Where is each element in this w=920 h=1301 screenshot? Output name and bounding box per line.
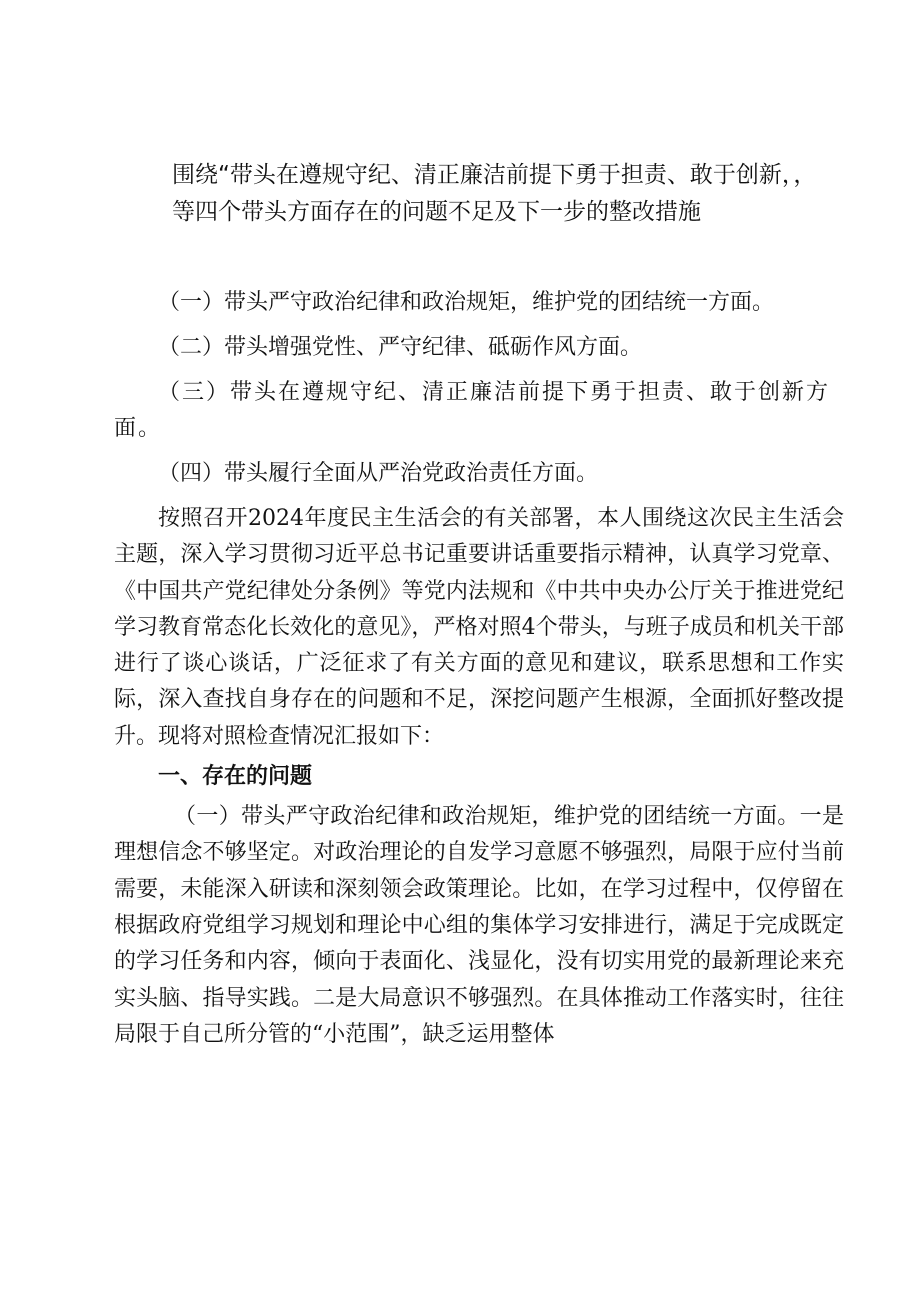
title-line-1: 围绕“带头在遵规守纪、清正廉洁前提下勇于担责、敢于创新，， [172, 162, 817, 188]
aspect-item-2: （二）带头增强党性、严守纪律、砥砺作风方面。 [158, 335, 643, 360]
aspect-item-4: （四）带头履行全面从严治党政治责任方面。 [158, 461, 599, 486]
issues-paragraph: （一）带头严守政治纪律和政治规矩，维护党的团结统一方面。一是理想信念不够坚定。对政治理论的自发学习意愿不够强烈，局限于应付当前需要，未能深入研读和深刻领会政策理论。比如，在学习过程中，仅停留在根据政府党组学习规划和理论中心组的集体学习安排进行，满足于完成既定的学习任务和内容，倾向于表面化、浅显化，没有切实用党的最新理论来充实头脑、指导实践。二是大局意识不够强烈。在具体推动工作落实时，往往局限于自己所分管的“小范围”，缺乏运用整体 [114, 804, 844, 1047]
document-body [114, 285, 844, 1053]
aspect-item-1: （一）带头严守政治纪律和政治规矩，维护党的团结统一方面。 [158, 290, 775, 315]
document-title [172, 157, 875, 231]
title-line-2: 等四个带头方面存在的问题不足及下一步的整改措施 [172, 199, 701, 225]
aspect-item-3: （三）带头在遵规守纪、清正廉洁前提下勇于担责、敢于创新方面。 [114, 380, 831, 441]
intro-paragraph: 按照召开2024年度民主生活会的有关部署，本人围绕这次民主生活会主题，深入学习贯彻习近平总书记重要讲话重要指示精神，认真学习党章、《中国共产党纪律处分条例》等党内法规和《中共中央办公厅关于推进党纪学习教育常态化长效化的意见》，严格对照4个带头，与班子成员和机关干部进行了谈心谈话，广泛征求了有关方面的意见和建议，联系思想和工作实际，深入查找自身存在的问题和不足，深挖问题产生根源，全面抓好整改提升。现将对照检查情况汇报如下： [114, 506, 844, 749]
section-heading-problems: 一、存在的问题 [158, 764, 313, 790]
